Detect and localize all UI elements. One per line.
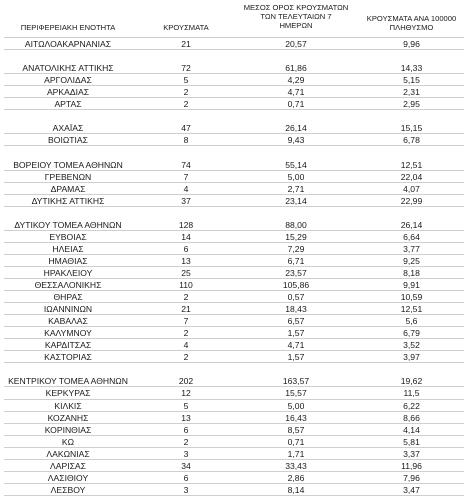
cases-cell: 13 <box>181 256 191 266</box>
region-cell: ΚΩ <box>61 437 75 447</box>
region-cell: ΔΡΑΜΑΣ <box>50 184 86 194</box>
average-cell: 20,57 <box>285 39 307 49</box>
average-cell: 8,57 <box>287 425 305 435</box>
average-cell: 7,29 <box>287 244 305 254</box>
region-cell: ΕΥΒΟΙΑΣ <box>49 232 87 242</box>
region-cell: ΑΧΑΪΑΣ <box>52 123 84 133</box>
per-100k-cell: 6,79 <box>403 328 420 338</box>
region-cell: ΒΟΙΩΤΙΑΣ <box>48 135 88 145</box>
row-divider <box>4 399 464 400</box>
row-divider <box>4 145 464 146</box>
per-100k-cell: 2,95 <box>403 99 420 109</box>
row-divider <box>4 483 464 484</box>
per-100k-cell: 3,37 <box>403 449 420 459</box>
cases-cell: 110 <box>179 280 193 290</box>
header-line: ΚΡΟΥΣΜΑΤΑ ΑΝΑ 100000 <box>366 14 457 23</box>
region-cell: ΚΟΡΙΝΘΙΑΣ <box>44 425 92 435</box>
region-cell: ΚΕΡΚΥΡΑΣ <box>45 388 91 398</box>
average-cell: 105,86 <box>282 280 310 290</box>
row-divider <box>4 206 464 207</box>
row-divider <box>4 386 464 387</box>
region-cell: ΚΕΝΤΡΙΚΟΥ ΤΟΜΕΑ ΑΘΗΝΩΝ <box>8 376 128 386</box>
cases-cell: 2 <box>183 328 189 338</box>
region-cell: ΔΥΤΙΚΗΣ ΑΤΤΙΚΗΣ <box>31 196 105 206</box>
row-divider <box>4 314 464 315</box>
region-cell: ΗΜΑΘΙΑΣ <box>48 256 88 266</box>
header-line: ΠΛΗΘΥΣΜΟ <box>389 23 434 32</box>
per-100k-cell: 8,18 <box>403 268 420 278</box>
row-divider <box>4 411 464 412</box>
row-divider <box>4 254 464 255</box>
average-cell: 6,71 <box>287 256 305 266</box>
row-divider <box>4 362 464 363</box>
average-cell: 4,29 <box>287 75 305 85</box>
cases-cell: 47 <box>181 123 191 133</box>
region-cell: ΑΙΤΩΛΟΑΚΑΡΝΑΝΙΑΣ <box>24 39 112 49</box>
cases-cell: 7 <box>183 172 189 182</box>
row-divider <box>4 73 464 74</box>
row-divider <box>4 350 464 351</box>
region-cell: ΚΑΛΥΜΝΟΥ <box>44 328 92 338</box>
region-cell: ΛΑΡΙΣΑΣ <box>50 461 86 471</box>
per-100k-cell: 15,15 <box>400 123 423 133</box>
average-cell: 0,71 <box>287 437 305 447</box>
per-100k-cell: 3,97 <box>403 352 420 362</box>
per-100k-cell: 11,96 <box>401 461 422 471</box>
cases-cell: 4 <box>183 340 189 350</box>
seven-day-average-column-header <box>236 3 356 30</box>
region-cell: ΔΥΤΙΚΟΥ ΤΟΜΕΑ ΑΘΗΝΩΝ <box>14 220 122 230</box>
cases-cell: 21 <box>181 304 191 314</box>
average-cell: 4,71 <box>287 87 305 97</box>
cases-cell: 8 <box>183 135 189 145</box>
region-cell: ΑΝΑΤΟΛΙΚΗΣ ΑΤΤΙΚΗΣ <box>22 63 114 73</box>
per-100k-cell: 5,81 <box>403 437 420 447</box>
average-cell: 88,00 <box>285 220 307 230</box>
row-divider <box>4 266 464 267</box>
cases-cell: 3 <box>183 485 189 495</box>
region-cell: ΛΕΣΒΟΥ <box>50 485 86 495</box>
row-divider <box>4 290 464 291</box>
region-cell: ΛΑΚΩΝΙΑΣ <box>46 449 90 459</box>
per-100k-cell: 10,59 <box>400 292 423 302</box>
per-100k-cell: 22,04 <box>400 172 423 182</box>
cases-cell: 6 <box>183 244 189 254</box>
per-100k-cell: 3,77 <box>403 244 420 254</box>
row-divider <box>4 495 464 496</box>
average-cell: 4,71 <box>287 340 305 350</box>
per-100k-cell: 9,96 <box>403 39 420 49</box>
row-divider <box>4 49 464 50</box>
cases-cell: 6 <box>183 473 189 483</box>
region-column-header: ΠΕΡΙΦΕΡΕΙΑΚΗ ΕΝΟΤΗΤΑ <box>20 23 116 32</box>
region-cell: ΘΕΣΣΑΛΟΝΙΚΗΣ <box>34 280 102 290</box>
row-divider <box>4 230 464 231</box>
cases-cell: 2 <box>183 292 189 302</box>
per-100k-cell: 4,14 <box>403 425 420 435</box>
cases-cell: 6 <box>183 425 189 435</box>
header-line: ΗΜΕΡΩΝ <box>279 21 313 30</box>
region-cell: ΘΗΡΑΣ <box>53 292 83 302</box>
table-row <box>0 387 467 399</box>
per-100k-cell: 22,99 <box>400 196 423 206</box>
cases-cell: 14 <box>181 232 191 242</box>
cases-cell: 37 <box>181 196 191 206</box>
cases-cell: 25 <box>181 268 191 278</box>
average-cell: 5,00 <box>287 172 305 182</box>
cases-cell: 7 <box>183 316 189 326</box>
average-cell: 15,57 <box>285 388 307 398</box>
average-cell: 5,00 <box>287 401 305 411</box>
cases-per-100k-column-header <box>356 14 467 32</box>
row-divider <box>4 109 464 110</box>
average-cell: 1,71 <box>287 449 305 459</box>
row-divider <box>4 194 464 195</box>
table-header <box>0 0 467 38</box>
per-100k-cell: 12,51 <box>400 304 423 314</box>
cases-cell: 202 <box>178 376 194 386</box>
average-cell: 26,14 <box>285 123 307 133</box>
average-cell: 18,43 <box>285 304 307 314</box>
average-cell: 2,71 <box>287 184 305 194</box>
per-100k-cell: 8,66 <box>403 413 420 423</box>
cases-column-header: ΚΡΟΥΣΜΑΤΑ <box>163 23 209 32</box>
header-line: ΤΩΝ ΤΕΛΕΥΤΑΙΩΝ 7 <box>260 12 332 21</box>
per-100k-cell: 9,91 <box>403 280 420 290</box>
region-cell: ΑΡΓΟΛΙΔΑΣ <box>44 75 92 85</box>
row-divider <box>4 133 464 134</box>
cases-cell: 5 <box>183 75 189 85</box>
average-cell: 23,57 <box>285 268 307 278</box>
region-cell: ΙΩΑΝΝΙΝΩΝ <box>43 304 93 314</box>
cases-cell: 5 <box>183 401 189 411</box>
per-100k-cell: 14,33 <box>400 63 423 73</box>
cases-cell: 74 <box>181 160 191 170</box>
region-cell: ΚΑΡΔΙΤΣΑΣ <box>44 340 92 350</box>
per-100k-cell: 3,52 <box>403 340 420 350</box>
per-100k-cell: 7,96 <box>403 473 420 483</box>
cases-cell: 2 <box>183 99 189 109</box>
cases-cell: 2 <box>183 352 189 362</box>
row-divider <box>4 423 464 424</box>
cases-cell: 2 <box>183 87 189 97</box>
region-cell: ΛΑΣΙΘΙΟΥ <box>47 473 89 483</box>
cases-cell: 4 <box>183 184 189 194</box>
row-divider <box>4 37 464 38</box>
region-cell: ΚΟΖΑΝΗΣ <box>47 413 89 423</box>
region-cell: ΚΑΣΤΟΡΙΑΣ <box>44 352 92 362</box>
average-cell: 1,57 <box>287 352 305 362</box>
per-100k-cell: 2,31 <box>403 87 420 97</box>
row-divider <box>4 302 464 303</box>
average-cell: 2,86 <box>287 473 305 483</box>
per-100k-cell: 4,07 <box>403 184 420 194</box>
average-cell: 61,86 <box>285 63 307 73</box>
average-cell: 1,57 <box>287 328 305 338</box>
average-cell: 0,71 <box>287 99 305 109</box>
region-cell: ΗΛΕΙΑΣ <box>52 244 84 254</box>
per-100k-cell: 9,25 <box>403 256 420 266</box>
cases-cell: 2 <box>183 437 189 447</box>
average-cell: 33,43 <box>285 461 307 471</box>
row-divider <box>4 471 464 472</box>
per-100k-cell: 11,5 <box>403 388 420 398</box>
average-cell: 163,57 <box>282 376 310 386</box>
region-cell: ΚΑΒΑΛΑΣ <box>48 316 88 326</box>
row-divider <box>4 435 464 436</box>
per-100k-cell: 6,22 <box>403 401 420 411</box>
per-100k-cell: 6,64 <box>403 232 420 242</box>
region-cell: ΑΡΚΑΔΙΑΣ <box>46 87 90 97</box>
per-100k-cell: 5,15 <box>403 75 420 85</box>
per-100k-cell: 6,78 <box>403 135 420 145</box>
row-divider <box>4 447 464 448</box>
header-line: ΜΕΣΟΣ ΟΡΟΣ ΚΡΟΥΣΜΑΤΩΝ <box>243 3 349 12</box>
per-100k-cell: 5,6 <box>405 316 418 326</box>
region-cell: ΓΡΕΒΕΝΩΝ <box>44 172 92 182</box>
row-divider <box>4 85 464 86</box>
row-divider <box>4 338 464 339</box>
cases-cell: 34 <box>181 461 191 471</box>
average-cell: 55,14 <box>285 160 307 170</box>
row-divider <box>4 278 464 279</box>
average-cell: 0,57 <box>287 292 305 302</box>
row-divider <box>4 459 464 460</box>
per-100k-cell: 12,51 <box>400 160 423 170</box>
row-divider <box>4 242 464 243</box>
average-cell: 6,57 <box>287 316 305 326</box>
average-cell: 8,14 <box>287 485 305 495</box>
per-100k-cell: 26,14 <box>400 220 423 230</box>
per-100k-cell: 19,62 <box>400 376 423 386</box>
row-divider <box>4 97 464 98</box>
cases-cell: 12 <box>181 388 191 398</box>
row-divider <box>4 326 464 327</box>
per-100k-cell: 3,47 <box>403 485 420 495</box>
region-cell: ΚΙΛΚΙΣ <box>54 401 82 411</box>
cases-cell: 13 <box>181 413 191 423</box>
average-cell: 16,43 <box>285 413 307 423</box>
cases-cell: 21 <box>181 39 191 49</box>
region-cell: ΗΡΑΚΛΕΙΟΥ <box>43 268 93 278</box>
cases-cell: 128 <box>178 220 194 230</box>
region-cell: ΑΡΤΑΣ <box>54 99 82 109</box>
average-cell: 9,43 <box>287 135 305 145</box>
average-cell: 23,14 <box>285 196 307 206</box>
cases-cell: 3 <box>183 449 189 459</box>
cases-cell: 72 <box>181 63 191 73</box>
row-divider <box>4 170 464 171</box>
row-divider <box>4 182 464 183</box>
region-cell: ΒΟΡΕΙΟΥ ΤΟΜΕΑ ΑΘΗΝΩΝ <box>13 160 123 170</box>
average-cell: 15,29 <box>285 232 307 242</box>
